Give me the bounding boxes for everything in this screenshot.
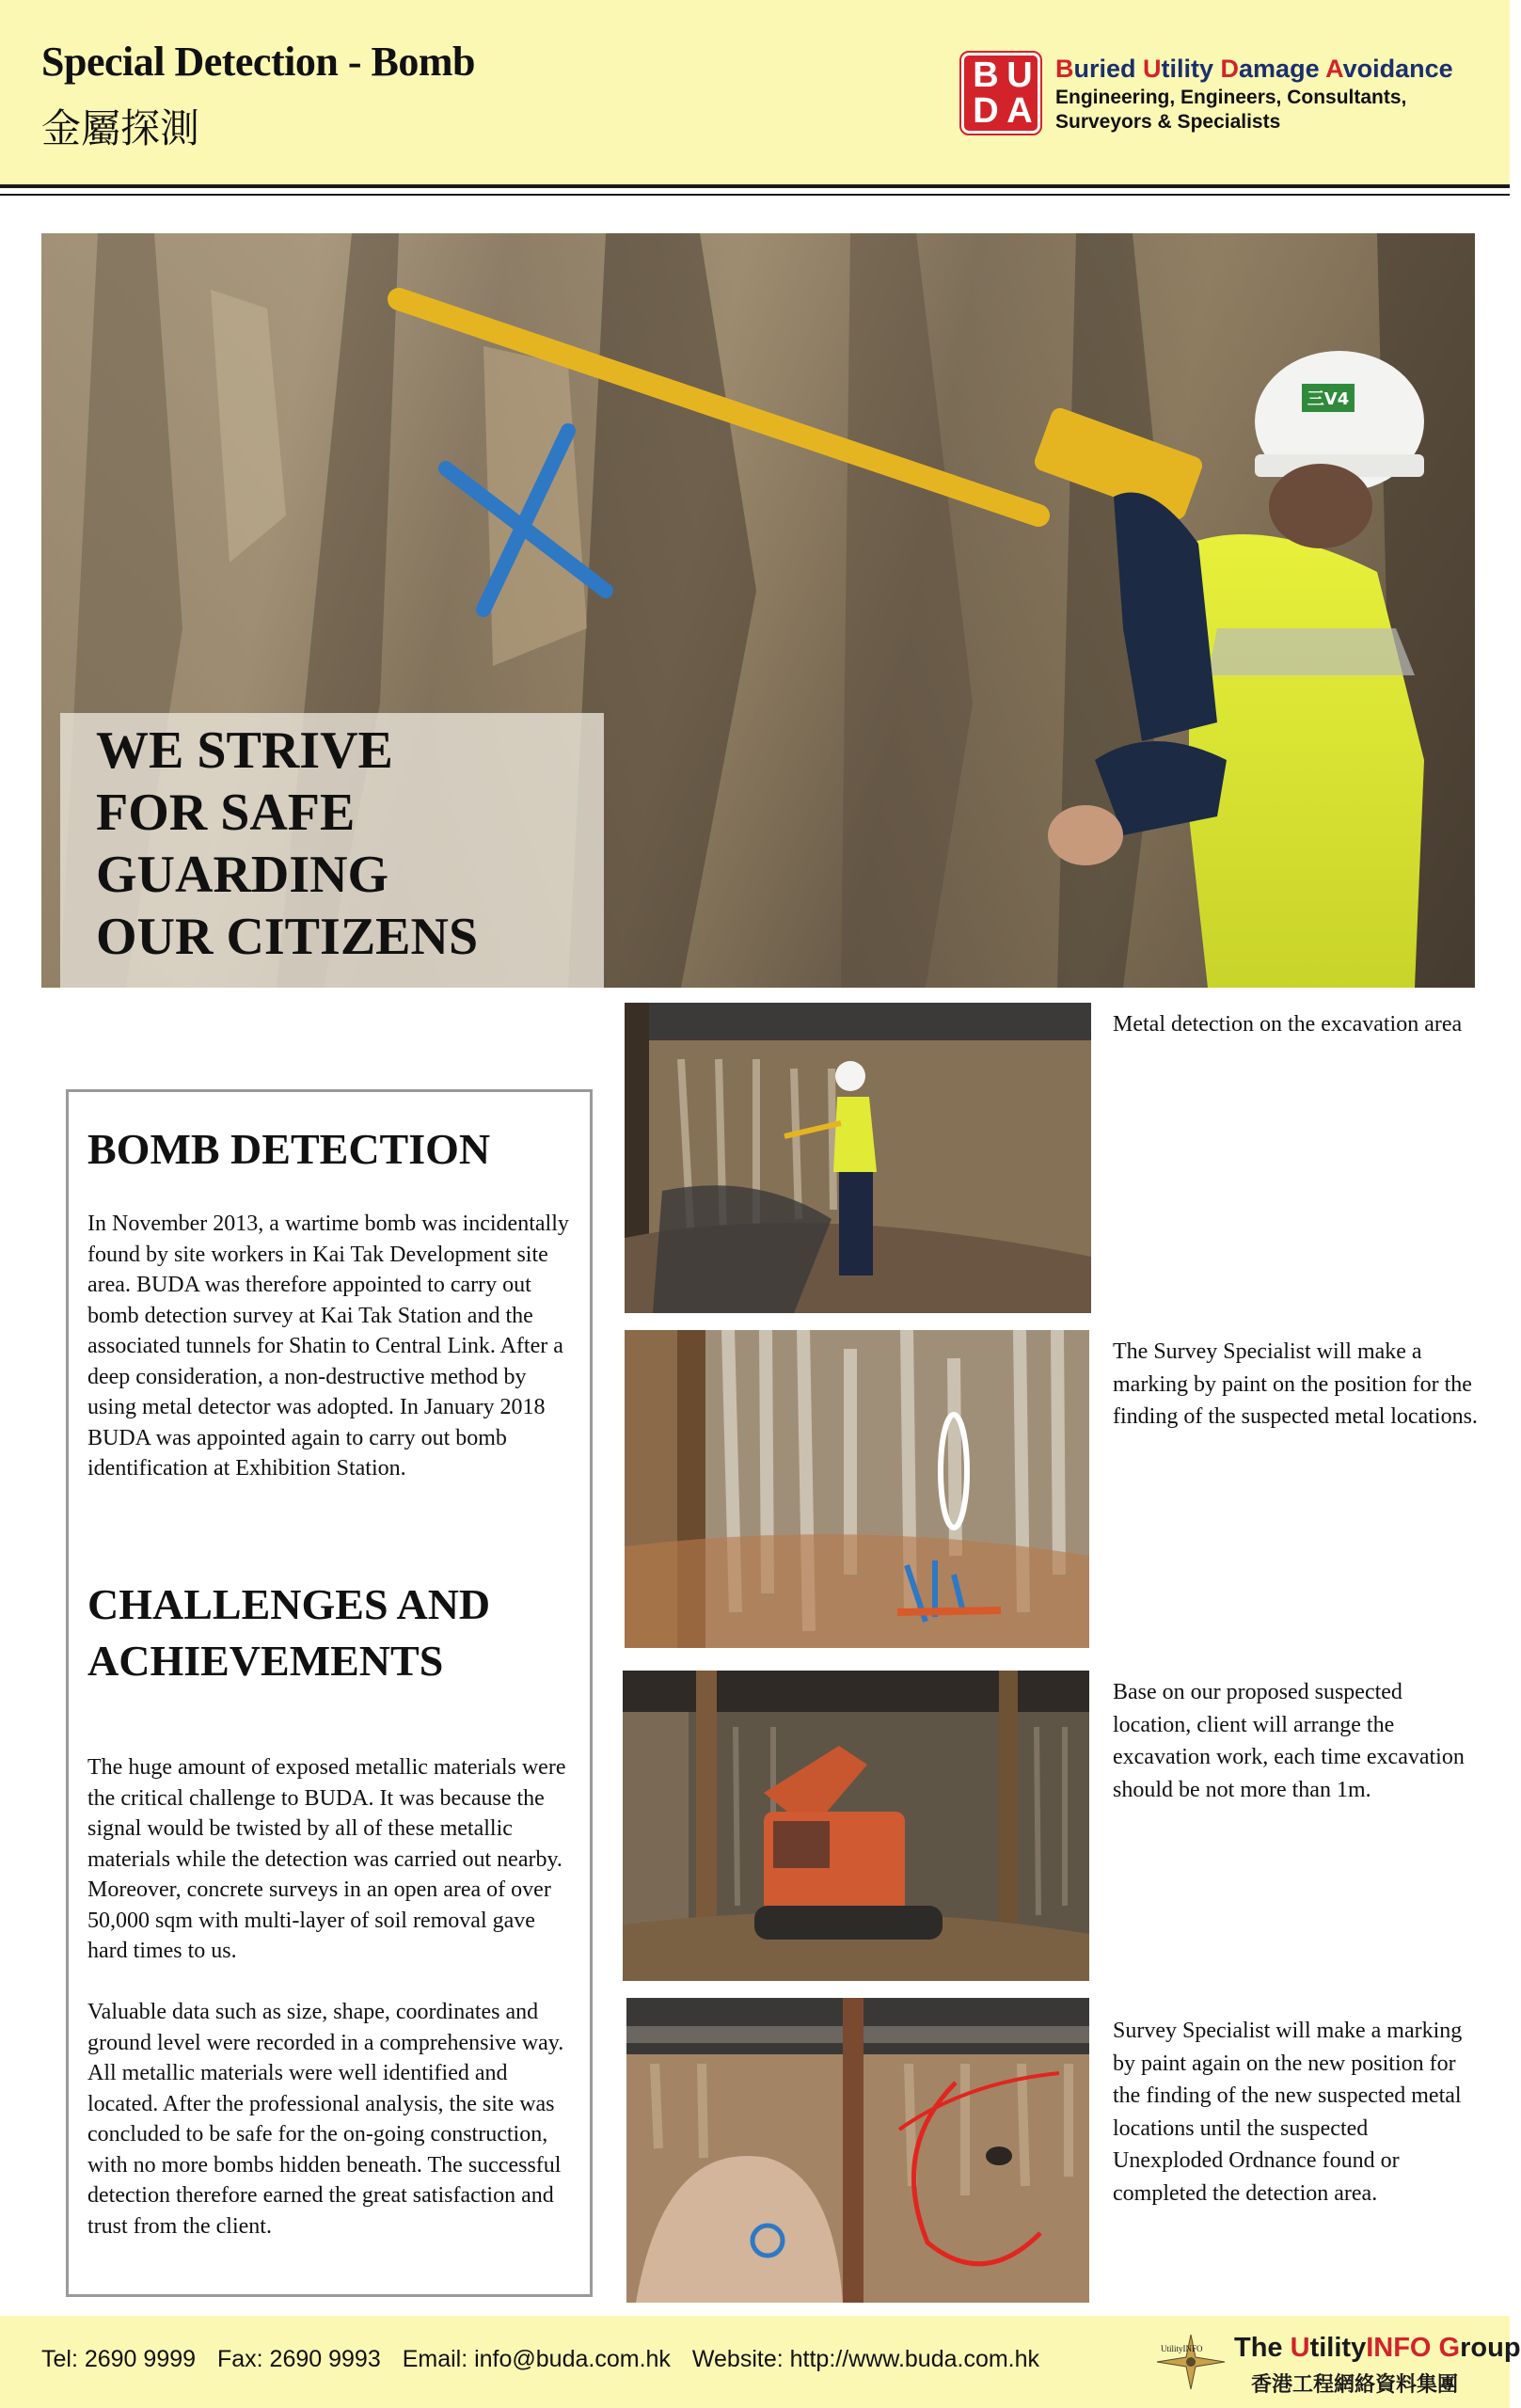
page-title: Special Detection - Bomb bbox=[41, 39, 475, 85]
compass-icon bbox=[1155, 2333, 1227, 2391]
caption-photo-2: The Survey Specialist will make a marking by paint on the position for the finding of the suspected metal locations. bbox=[1113, 1339, 1478, 1429]
buda-logo-mark bbox=[961, 53, 1040, 134]
logo-letter: A bbox=[1006, 91, 1033, 131]
caption-photo-3: Base on our proposed suspected location, client will arrange the excavation work, each time excavation should be not more than 1m. bbox=[1113, 1680, 1465, 1802]
page-subtitle-chinese: 金屬探測 bbox=[41, 105, 200, 151]
section-heading-bomb-detection: BOMB DETECTION bbox=[87, 1125, 491, 1173]
photo-metal-detection bbox=[625, 1003, 1091, 1313]
logo-letter: D bbox=[973, 91, 999, 131]
paragraph-bomb-detection: In November 2013, a wartime bomb was incidentally found by site workers in Kai Tak Development site area. BUDA was therefore appointed to carry out bomb detection survey at Kai Tak Station and the associated tunnels for Shatin to Central Link. After a deep consideration, a non-destructive method by using metal detector was adopted. In January 2018 BUDA was appointed again to carry out bomb identification at Exhibition Station. bbox=[87, 1212, 569, 1481]
paragraph-challenges: The huge amount of exposed metallic materials were the critical challenge to BUDA. It was because the signal would be twisted by all of these metallic materials while the detection was carried out nearby. Moreover, concrete surveys in an open area of over 50,000 sqm with multi-layer of soil removal gave hard times to us. bbox=[87, 1755, 566, 1963]
group-name-chinese: 香港工程網絡資料集團 bbox=[1251, 2372, 1459, 2397]
photo-remarking bbox=[626, 1998, 1089, 2303]
contact-tel: Tel: 2690 9999 bbox=[41, 2346, 197, 2372]
contact-fax: Fax: 2690 9993 bbox=[216, 2346, 381, 2372]
slogan-line: FOR SAFE bbox=[96, 784, 356, 842]
slogan-line: GUARDING bbox=[96, 846, 389, 904]
page-header bbox=[0, 0, 1510, 184]
company-name: Buried Utility Damage Avoidance bbox=[1055, 55, 1453, 83]
slogan-line: WE STRIVE bbox=[96, 721, 393, 780]
compass-label: UtilityINFO bbox=[1161, 2344, 1203, 2353]
photo-paint-marking bbox=[625, 1330, 1089, 1648]
paragraph-achievements: Valuable data such as size, shape, coordinates and ground level were recorded in a comprehensive way. All metallic materials were well identified and located. After the professional analysis, the site was concluded to be safe for the on-going construction, with no more bombs hidden beneath. The successful detection therefore earned the great satisfaction and trust from the client. bbox=[87, 2000, 564, 2239]
logo-letter: B bbox=[973, 55, 999, 95]
company-tagline-2: Surveyors & Specialists bbox=[1055, 111, 1281, 133]
contact-email[interactable]: Email: info@buda.com.hk bbox=[402, 2346, 671, 2372]
photo-excavation bbox=[623, 1671, 1089, 1981]
group-name: The UtilityINFO Group bbox=[1234, 2333, 1521, 2363]
slogan-overlay bbox=[60, 713, 604, 988]
hero-photo bbox=[41, 233, 1475, 988]
section-heading-achievements: ACHIEVEMENTS bbox=[87, 1637, 444, 1685]
header-divider-thin bbox=[0, 194, 1510, 196]
company-tagline-1: Engineering, Engineers, Consultants, bbox=[1055, 87, 1407, 108]
contact-info bbox=[41, 2346, 1054, 2373]
header-divider-thick bbox=[0, 184, 1510, 188]
page-footer bbox=[0, 2316, 1521, 2408]
article-panel bbox=[66, 1089, 593, 2297]
caption-photo-1: Metal detection on the excavation area bbox=[1113, 1012, 1463, 1037]
slogan-line: OUR CITIZENS bbox=[96, 908, 479, 966]
caption-photo-4: Survey Specialist will make a marking by paint again on the new position for the finding of the new suspected metal locations until the suspected Unexploded Ordnance found or completed the detection area. bbox=[1113, 2019, 1463, 2206]
contact-website[interactable]: Website: http://www.buda.com.hk bbox=[691, 2346, 1040, 2372]
section-heading-challenges: CHALLENGES AND bbox=[87, 1580, 491, 1628]
helmet-badge: 三V4 bbox=[1307, 389, 1350, 409]
logo-letter: U bbox=[1006, 55, 1033, 95]
